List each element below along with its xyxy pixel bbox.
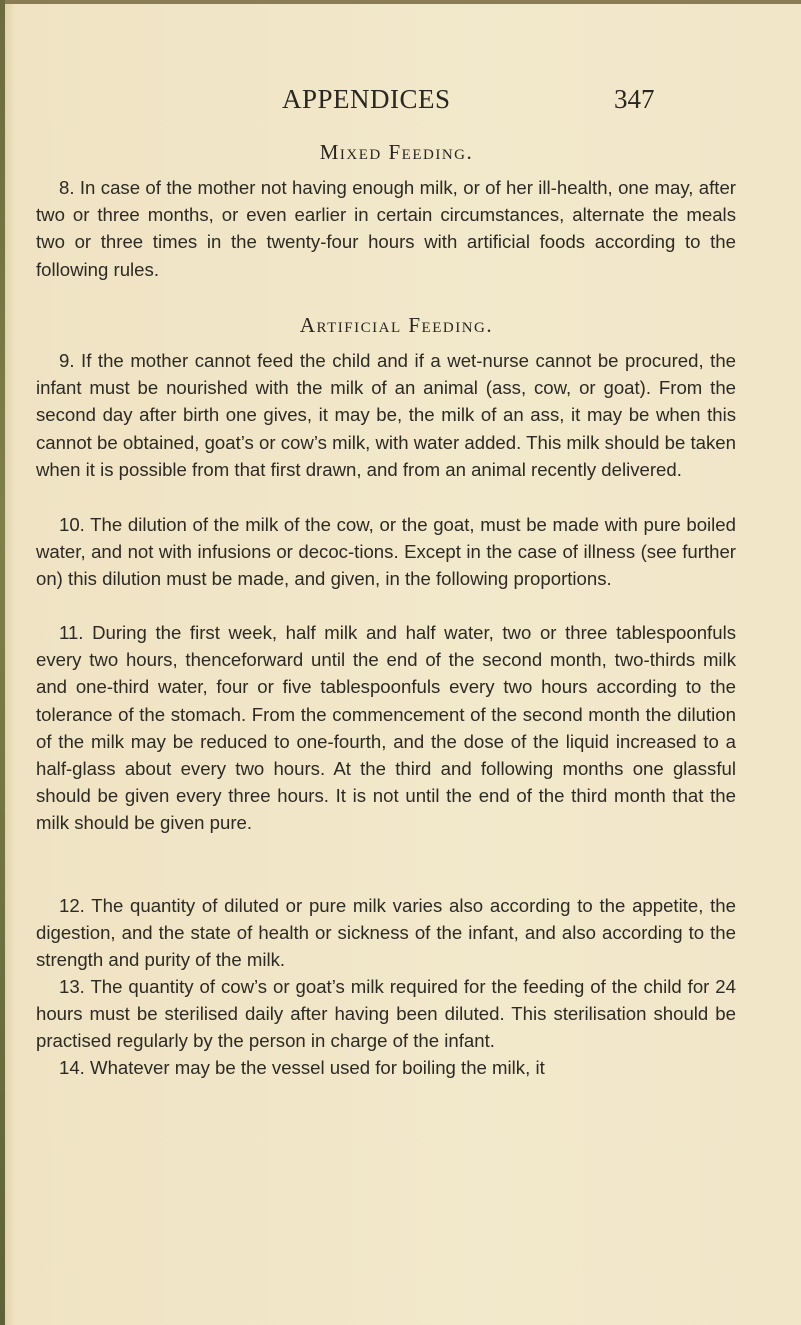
top-edge-shadow xyxy=(0,0,801,4)
paragraph-13: 13. The quantity of cow’s or goat’s milk required for the feeding of the child for 24 hours must be sterilised daily after having been diluted. This sterilisation should be practised regularly by the person in charge of the infant. xyxy=(36,976,736,1052)
running-head xyxy=(0,84,801,124)
section-heading-mixed-feeding: Mixed Feeding. xyxy=(319,140,474,164)
page-number: 347 xyxy=(614,84,655,114)
paragraph-11: 11. During the first week, half milk and half water, two or three tablespoonfuls every two hours, thenceforward until the end of the second month, two-thirds milk and one-third water, four or five tablespoonfuls every two hours according to the tolerance of the stomach. From the commencement of the second month the dilution of the milk may be reduced to one-fourth, and the dose of the liquid increased to a half-glass about every two hours. At the third and following months one glassful should be given every three hours. It is not until the end of the third month that the milk should be given pure. xyxy=(36,622,736,834)
book-spine-edge xyxy=(0,0,5,1325)
running-head-title: APPENDICES xyxy=(282,84,451,114)
paragraph-14: 14. Whatever may be the vessel used for boiling the milk, it xyxy=(59,1057,545,1078)
paragraph-12: 12. The quantity of diluted or pure milk varies also according to the appetite, the digestion, and the state of health or sickness of the infant, and also according to the strength and purity of the milk. xyxy=(36,895,736,971)
paragraph-8: 8. In case of the mother not having enough milk, or of her ill-health, one may, after two or three months, or even earlier in certain circumstances, alternate the meals two or three times in the twenty-four hours with artificial foods according to the following rules. xyxy=(36,177,736,280)
section-heading-artificial-feeding: Artificial Feeding. xyxy=(299,313,494,337)
paragraph-10: 10. The dilution of the milk of the cow, or the goat, must be made with pure boiled water, and not with infusions or decoc-tions. Except in the case of illness (see further on) this dilution must be made, and given, in the following proportions. xyxy=(36,514,736,590)
paragraph-9: 9. If the mother cannot feed the child and if a wet-nurse cannot be procured, the infant must be nourished with the milk of an animal (ass, cow, or goat). From the second day after birth one gives, it may be, the milk of an ass, it may be when this cannot be obtained, goat’s or cow’s milk, with water added. This milk should be taken when it is possible from that first drawn, and from an animal recently delivered. xyxy=(36,350,736,480)
